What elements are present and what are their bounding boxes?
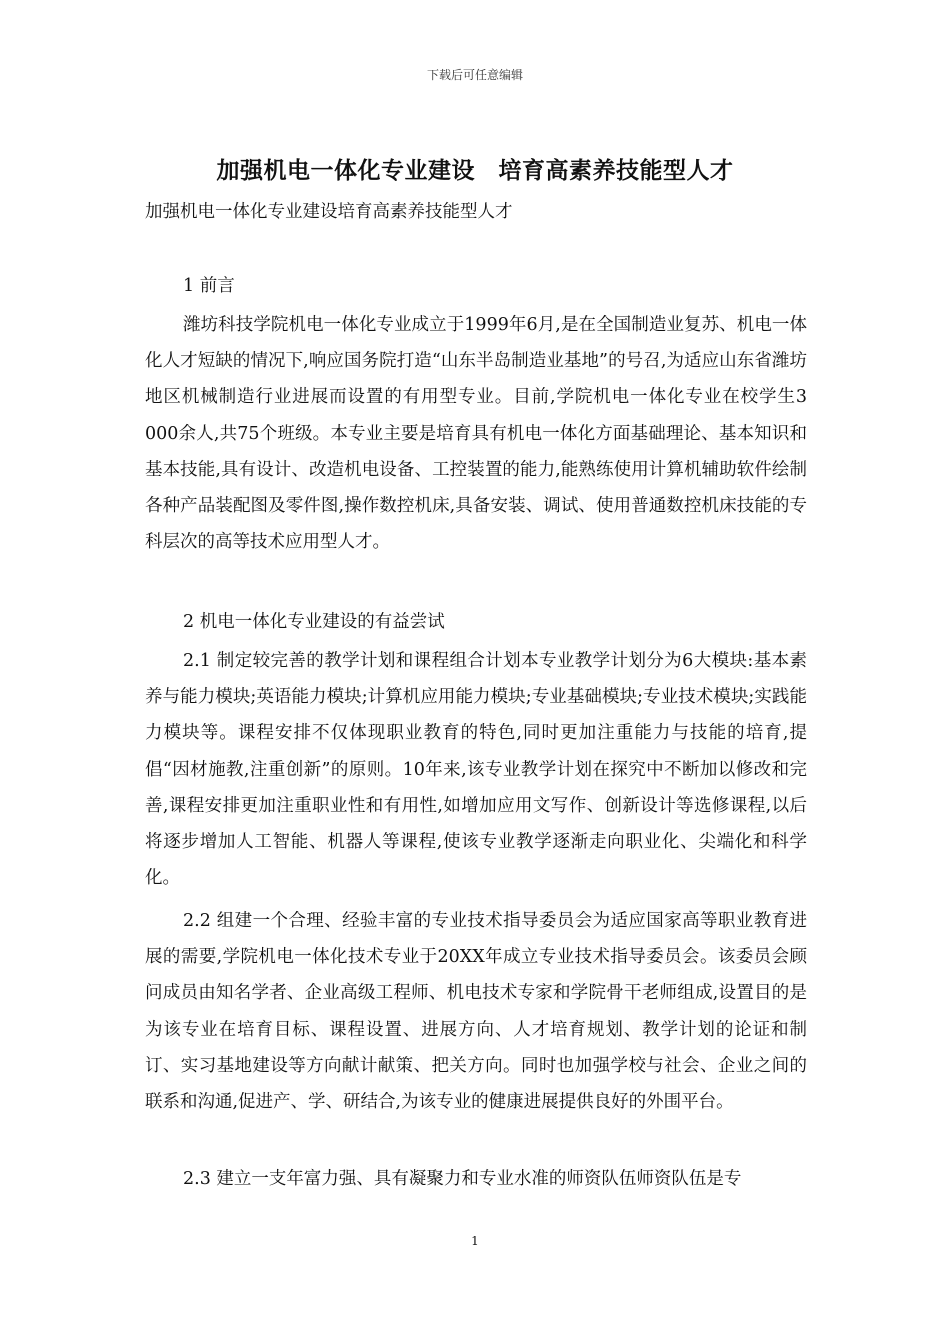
section-1-paragraph: 潍坊科技学院机电一体化专业成立于1999年6月,是在全国制造业复苏、机电一体化人才短缺的情况下,响应国务院打造“山东半岛制造业基地”的号召,为适应山东省潍坊地区机械制造行业进展而设置的有用型专业。目前,学院机电一体化专业在校学生3 000余人,共75个班级。本专业主要是培育具有机电一体化方面基础理论、基本知识和基本技能,具有设计、改造机电设备、工控装置的能力,能熟练使用计算机辅助软件绘制各种产品装配图及零件图,操作数控机床,具备安装、调试、使用普通数控机床技能的专科层次的高等技术应用型人才。	[145, 315, 807, 553]
section-1-heading: 1 前言	[183, 276, 235, 296]
page-number: 1	[471, 1234, 479, 1248]
section-2-2-paragraph: 2.2 组建一个合理、经验丰富的专业技术指导委员会为适应国家高等职业教育进展的需要,学院机电一体化技术专业于20XX年成立专业技术指导委员会。该委员会顾问成员由知名学者、企业高级工程师、机电技术专家和学院骨干老师组成,设置目的是为该专业在培育目标、课程设置、进展方向、人才培育规划、教学计划的论证和制订、实习基地建设等方向献计献策、把关方向。同时也加强学校与社会、企业之间的联系和沟通,促进产、学、研结合,为该专业的健康进展提供良好的外围平台。	[145, 911, 807, 1113]
document-title: 加强机电一体化专业建设 培育高素养技能型人才	[216, 157, 734, 184]
section-2-3-paragraph: 2.3 建立一支年富力强、具有凝聚力和专业水准的师资队伍师资队伍是专	[183, 1169, 742, 1189]
document-subtitle: 加强机电一体化专业建设培育高素养技能型人才	[145, 202, 513, 222]
section-2-heading: 2 机电一体化专业建设的有益尝试	[183, 612, 445, 632]
section-2-1-paragraph: 2.1 制定较完善的教学计划和课程组合计划本专业教学计划分为6大模块:基本素养与能力模块;英语能力模块;计算机应用能力模块;专业基础模块;专业技术模块;实践能力模块等。课程安排不仅体现职业教育的特色,同时更加注重能力与技能的培育,提倡“因材施教,注重创新”的原则。10年来,该专业教学计划在探究中不断加以修改和完善,课程安排更加注重职业性和有用性,如增加应用文写作、创新设计等选修课程,以后将逐步增加人工智能、机器人等课程,使该专业教学逐渐走向职业化、尖端化和科学化。	[145, 651, 807, 889]
page-header: 下载后可任意编辑	[426, 68, 523, 82]
